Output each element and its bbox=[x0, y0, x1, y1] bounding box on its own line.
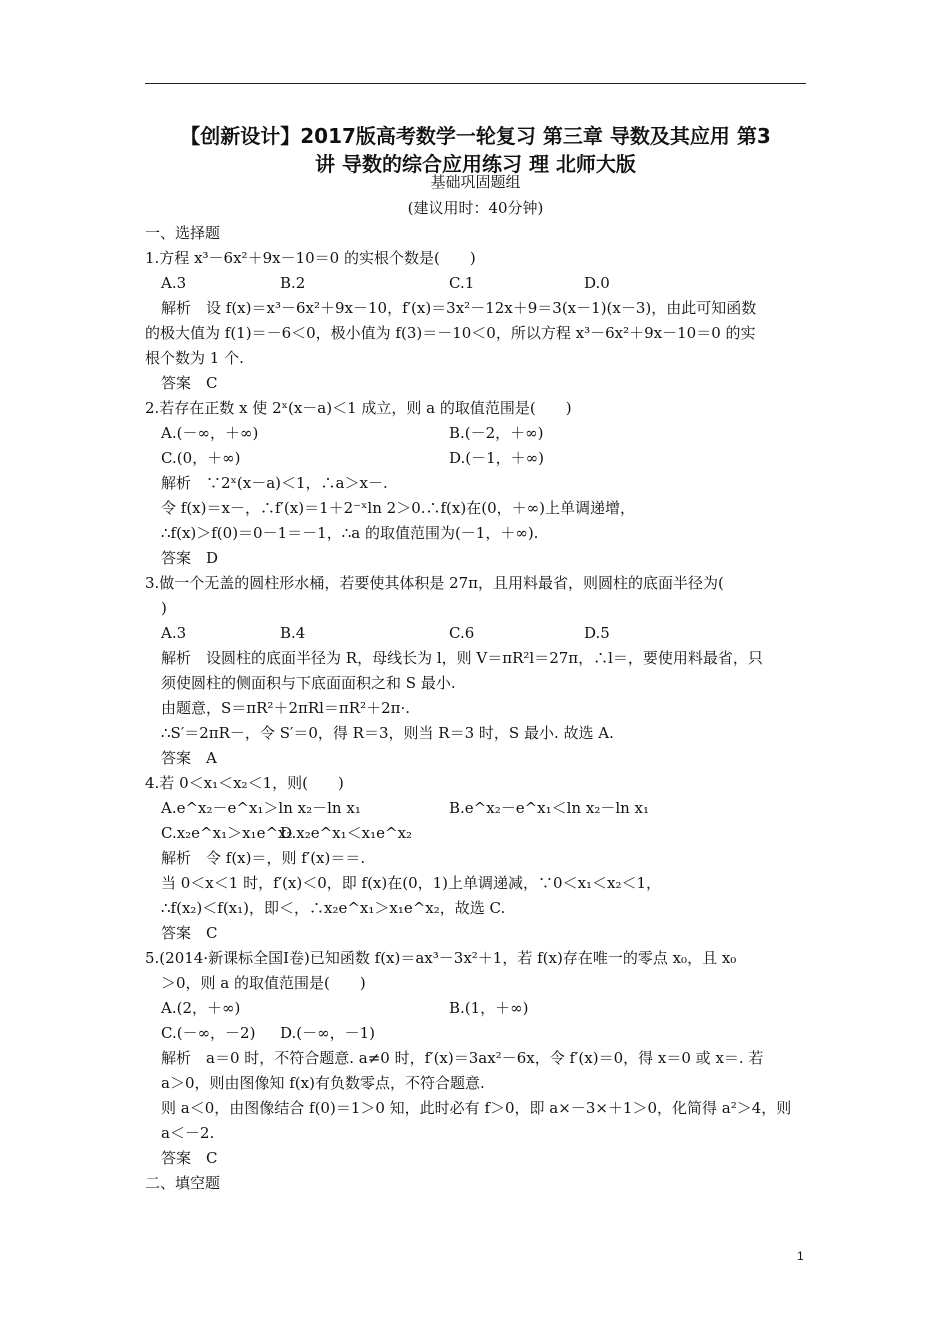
question-2-solution-line: ∴f(x)＞f(0)＝0－1＝－1，∴a 的取值范围为(－1，＋∞). bbox=[161, 524, 539, 542]
question-4-option-b: B.e^x₂－e^x₁＜ln x₂－ln x₁ bbox=[449, 799, 650, 817]
question-3-solution-line: ∴S′＝2πR－，令 S′＝0，得 R＝3，则当 R＝3 时，S 最小. 故选 A. bbox=[161, 724, 614, 742]
title-line-1: 【创新设计】2017版高考数学一轮复习 第三章 导数及其应用 第3 bbox=[180, 124, 771, 148]
question-1-option-c: C.1 bbox=[449, 274, 475, 292]
question-5-option-d: D.(－∞，－1) bbox=[280, 1024, 376, 1042]
subtitle: 基础巩固题组 bbox=[430, 173, 521, 191]
question-1-solution-line: 根个数为 1 个. bbox=[145, 349, 244, 367]
question-1-answer: 答案 C bbox=[161, 374, 218, 392]
question-3-solution-line: 由题意，S＝πR²＋2πRl＝πR²＋2π·. bbox=[161, 699, 411, 717]
question-4-solution-line: 当 0＜x＜1 时，f′(x)＜0，即 f(x)在(0，1)上单调递减，∵0＜x₁＜x₂＜1， bbox=[161, 874, 662, 892]
question-5-solution-line: 解析 a＝0 时，不符合题意. a≠0 时，f′(x)＝3ax²－6x，令 f′(x)＝0，得 x＝0 或 x＝. 若 bbox=[161, 1049, 764, 1067]
question-3-stem-continued: ) bbox=[161, 599, 167, 617]
question-3-solution-line: 须使圆柱的侧面积与下底面面积之和 S 最小. bbox=[161, 674, 456, 692]
header-rule bbox=[145, 83, 806, 84]
time-note: (建议用时：40分钟) bbox=[407, 199, 544, 217]
document-title bbox=[145, 122, 806, 178]
question-1-solution-line: 解析 设 f(x)＝x³－6x²＋9x－10，f′(x)＝3x²－12x＋9＝3(x－1)(x－3)，由此可知函数 bbox=[161, 299, 757, 317]
question-5-answer: 答案 C bbox=[161, 1149, 218, 1167]
question-2-option-a: A.(－∞，＋∞) bbox=[161, 424, 259, 442]
question-1-option-d: D.0 bbox=[584, 274, 610, 292]
title-line-2: 讲 导数的综合应用练习 理 北师大版 bbox=[315, 152, 636, 176]
question-5-stem-continued: ＞0，则 a 的取值范围是( ) bbox=[161, 974, 366, 992]
question-5-solution-line: a＜－2. bbox=[161, 1124, 215, 1142]
question-5-option-b: B.(1，＋∞) bbox=[449, 999, 529, 1017]
section-heading-choice: 一、选择题 bbox=[145, 224, 221, 242]
question-1-solution-line: 的极大值为 f(1)＝－6＜0，极小值为 f(3)＝－10＜0，所以方程 x³－6x²＋9x－10＝0 的实 bbox=[145, 324, 756, 342]
question-3-solution-line: 解析 设圆柱的底面半径为 R，母线长为 l，则 V＝πR²l＝27π，∴l＝，要使用料最省，只 bbox=[161, 649, 763, 667]
question-3-option-a: A.3 bbox=[161, 624, 187, 642]
question-1-stem: 1.方程 x³－6x²＋9x－10＝0 的实根个数是( ) bbox=[145, 249, 476, 267]
question-2-solution-line: 令 f(x)＝x－，∴f′(x)＝1＋2⁻ˣln 2＞0.∴f(x)在(0，＋∞)上单调递增， bbox=[161, 499, 635, 517]
question-3-answer: 答案 A bbox=[161, 749, 217, 767]
question-4-stem: 4.若 0＜x₁＜x₂＜1，则( ) bbox=[145, 774, 344, 792]
question-2-stem: 2.若存在正数 x 使 2ˣ(x－a)＜1 成立，则 a 的取值范围是( ) bbox=[145, 399, 572, 417]
question-1-option-a: A.3 bbox=[161, 274, 187, 292]
question-4-option-d: D.x₂e^x₁＜x₁e^x₂ bbox=[280, 824, 413, 842]
question-4-option-c: C.x₂e^x₁＞x₁e^x₂ bbox=[161, 824, 293, 842]
question-5-option-c: C.(－∞，－2) bbox=[161, 1024, 256, 1042]
section-heading-fill-in: 二、填空题 bbox=[145, 1174, 221, 1192]
question-2-answer: 答案 D bbox=[161, 549, 219, 567]
question-3-stem: 3.做一个无盖的圆柱形水桶，若要使其体积是 27π，且用料最省，则圆柱的底面半径为( bbox=[145, 574, 724, 592]
question-5-option-a: A.(2，＋∞) bbox=[161, 999, 241, 1017]
question-2-option-d: D.(－1，＋∞) bbox=[449, 449, 545, 467]
question-3-option-b: B.4 bbox=[280, 624, 306, 642]
question-5-stem: 5.(2014·新课标全国Ⅰ卷)已知函数 f(x)＝ax³－3x²＋1，若 f(x)存在唯一的零点 x₀，且 x₀ bbox=[145, 949, 737, 967]
question-3-option-c: C.6 bbox=[449, 624, 475, 642]
question-2-option-c: C.(0，＋∞) bbox=[161, 449, 241, 467]
question-2-solution-line: 解析 ∵2ˣ(x－a)＜1，∴a＞x－. bbox=[161, 474, 388, 492]
question-1-option-b: B.2 bbox=[280, 274, 306, 292]
question-4-solution-line: 解析 令 f(x)＝，则 f′(x)＝＝. bbox=[161, 849, 366, 867]
question-4-solution-line: ∴f(x₂)＜f(x₁)，即＜，∴x₂e^x₁＞x₁e^x₂，故选 C. bbox=[161, 899, 506, 917]
question-4-answer: 答案 C bbox=[161, 924, 218, 942]
question-5-solution-line: 则 a＜0，由图像结合 f(0)＝1＞0 知，此时必有 f＞0，即 a×－3×＋1＞0，化简得 a²＞4，则 bbox=[161, 1099, 792, 1117]
question-4-option-a: A.e^x₂－e^x₁＞ln x₂－ln x₁ bbox=[161, 799, 361, 817]
question-5-solution-line: a＞0，则由图像知 f(x)有负数零点，不符合题意. bbox=[161, 1074, 485, 1092]
question-2-option-b: B.(－2，＋∞) bbox=[449, 424, 544, 442]
page-number: 1 bbox=[797, 1249, 804, 1263]
question-3-option-d: D.5 bbox=[584, 624, 610, 642]
